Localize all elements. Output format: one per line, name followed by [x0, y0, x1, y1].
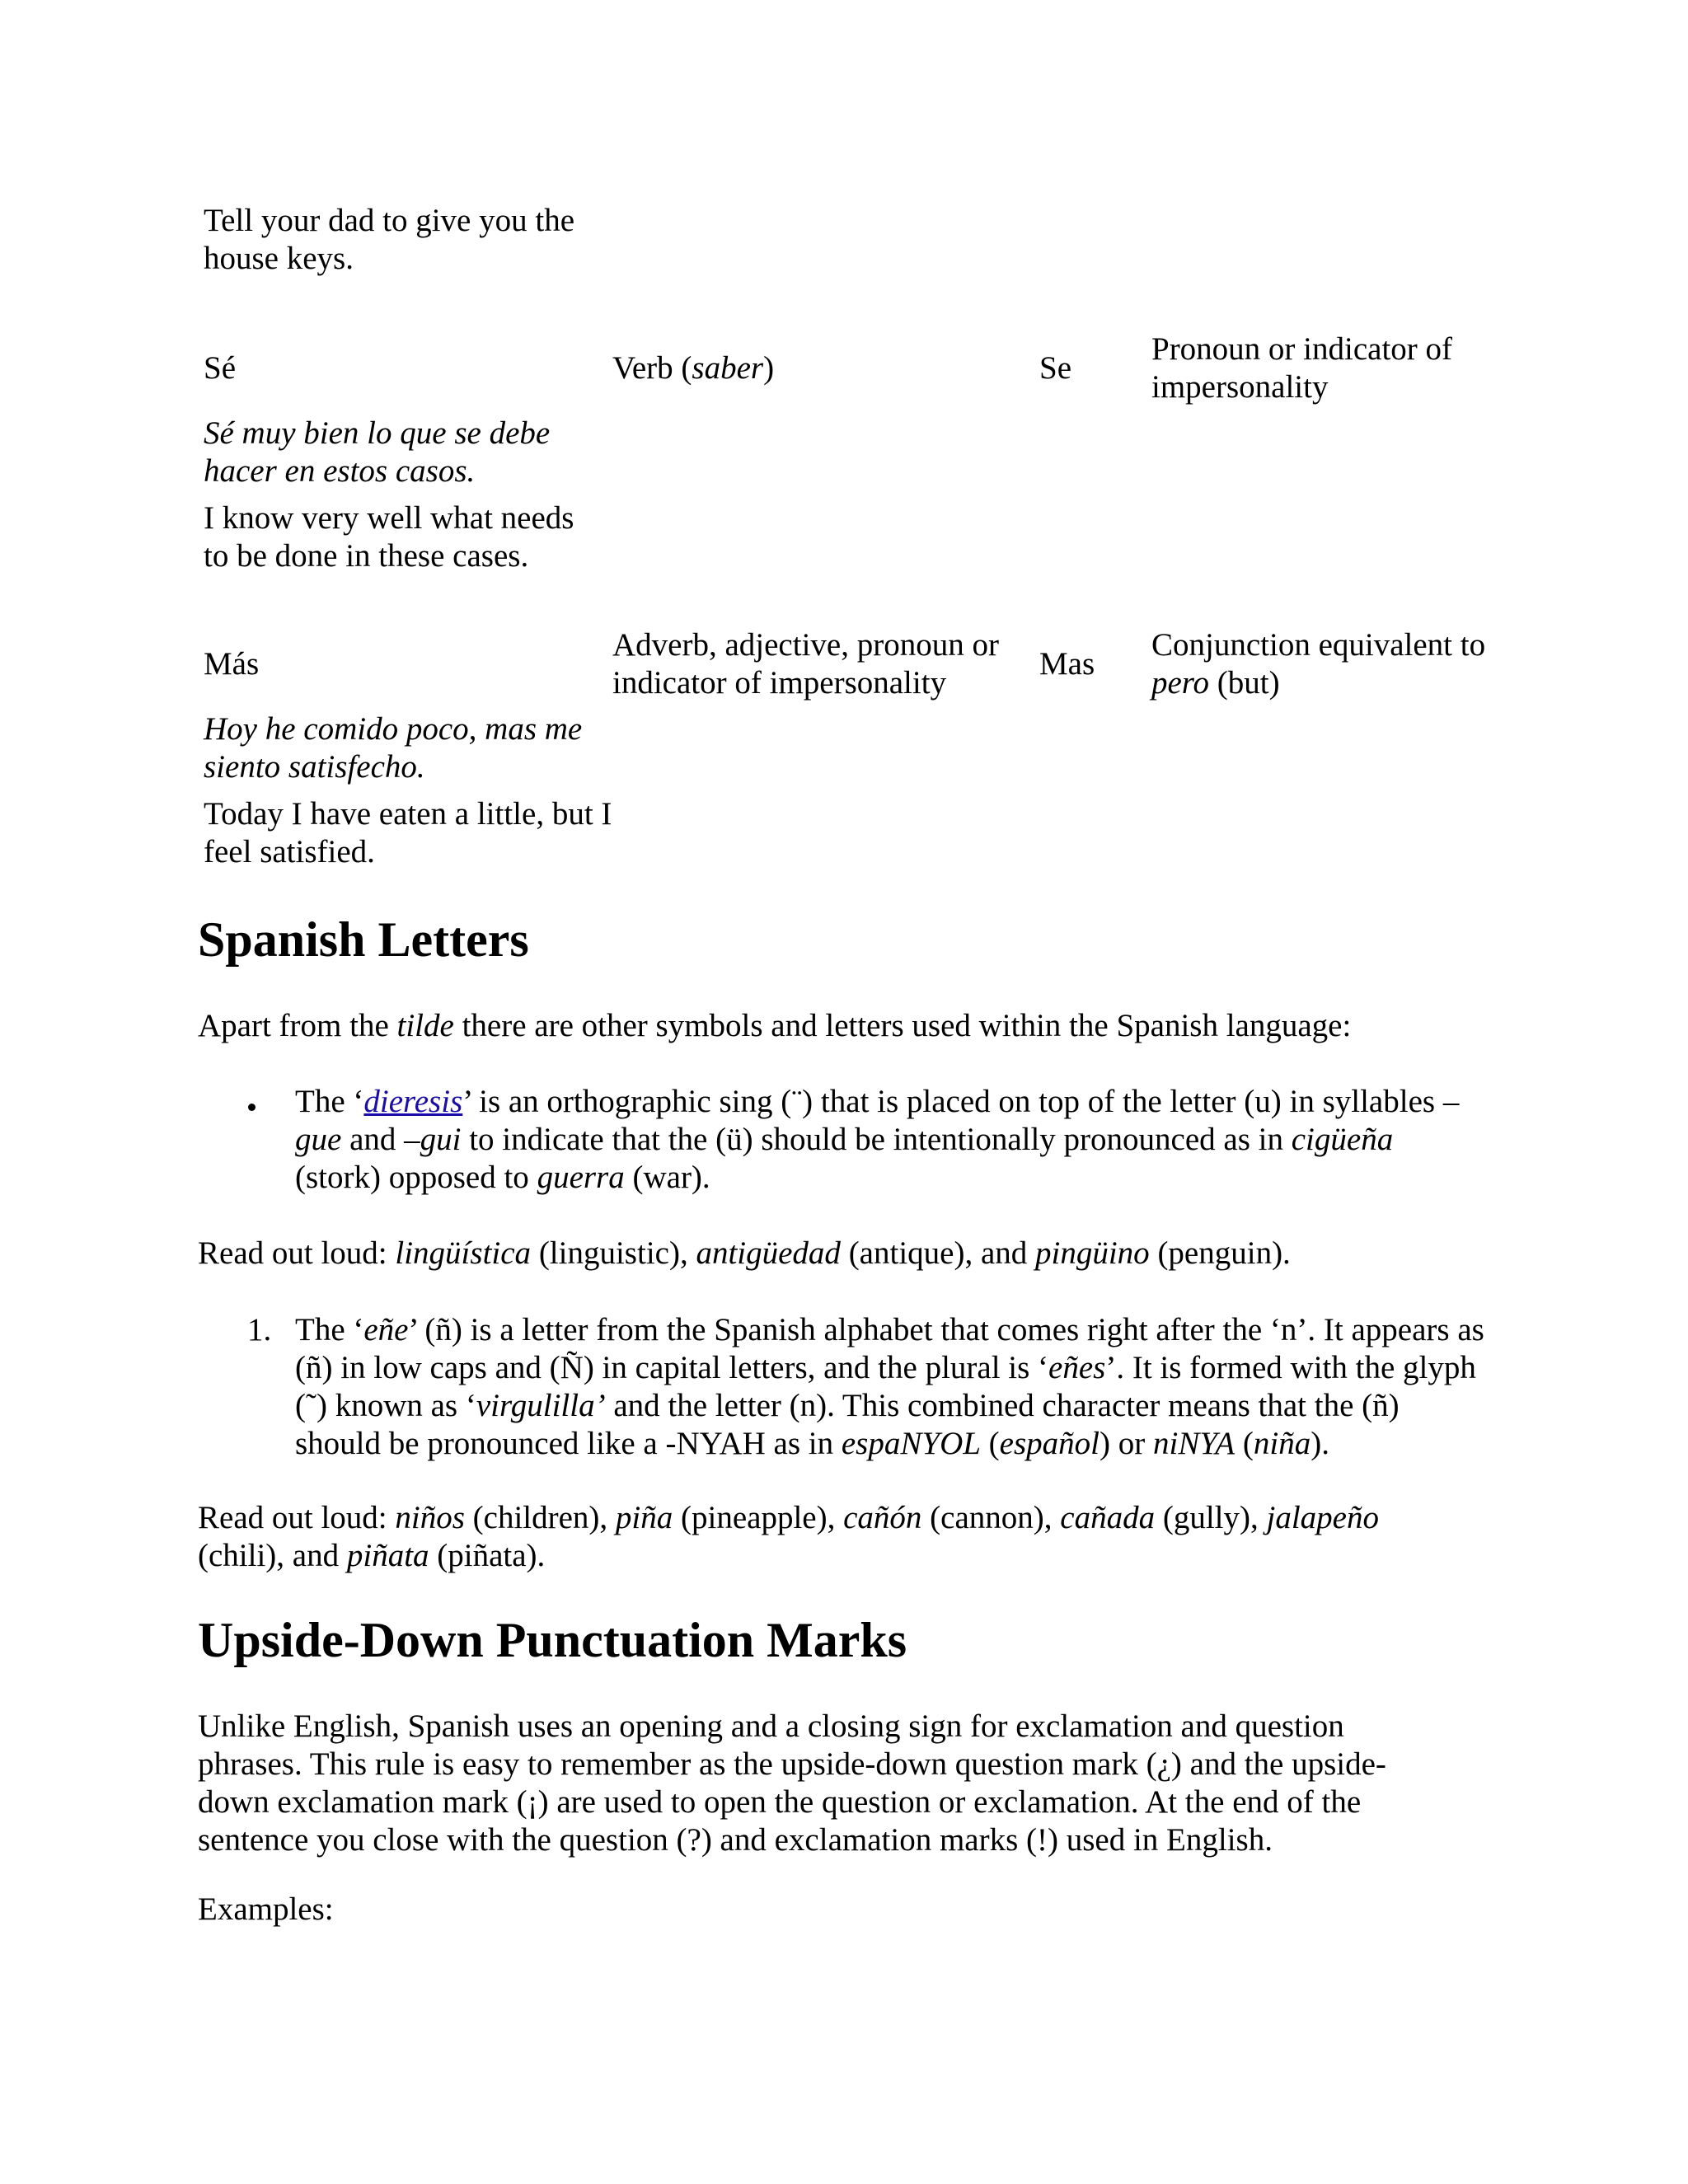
table-row2-example-es: Hoy he comido poco, mas me siento satisfecho. [204, 711, 583, 785]
dieresis-link[interactable]: dieresis [363, 1084, 463, 1119]
table-row1-example-es: Sé muy bien lo que se debe hacer en estos casos. [204, 415, 551, 489]
table-row2-word: Más [204, 646, 260, 682]
examples-label: Examples: [198, 1891, 334, 1927]
intro-paragraph: Apart from the tilde there are other symbols and letters used within the Spanish language: [198, 1008, 1352, 1043]
table-row1-definition2: Pronoun or indicator of impersonality [1151, 331, 1453, 405]
punctuation-paragraph: Unlike English, Spanish uses an opening and a closing sign for exclamation and question phrases. This rule is easy to remember as the upside-down question mark (¿) and the upside-down exclamation mark (¡) are used to open the question or exclamation. At the end of the sentence you close with the question (?) and exclamation marks (!) used in English. [198, 1708, 1386, 1858]
read-out-loud-ene: Read out loud: niños (children), piña (pineapple), cañón (cannon), cañada (gully), jalapeño (chili), and piñata (piñata). [198, 1500, 1379, 1573]
table-row1-example-en: I know very well what needs to be done in these cases. [204, 500, 574, 574]
table-row1-word2: Se [1039, 350, 1071, 386]
read-out-loud-dieresis: Read out loud: lingüística (linguistic), antigüedad (antique), and pingüino (penguin). [198, 1235, 1291, 1271]
heading-spanish-letters: Spanish Letters [198, 912, 529, 967]
table-row2-example-en: Today I have eaten a little, but I feel satisfied. [204, 796, 612, 869]
table-row1-word: Sé [204, 350, 236, 386]
bullet-dot [248, 1104, 256, 1111]
list-number: 1. [247, 1312, 272, 1347]
table-row1-definition: Verb (saber) [612, 350, 775, 386]
heading-upside-down-punctuation: Upside-Down Punctuation Marks [198, 1613, 907, 1667]
table-row2-definition2: Conjunction equivalent to pero (but) [1151, 627, 1486, 701]
table-row2-definition: Adverb, adjective, pronoun or indicator of impersonality [612, 627, 999, 701]
ene-numbered-item: The ‘eñe’ (ñ) is a letter from the Spanish alphabet that comes right after the ‘n’. It appears as (ñ) in low caps and (Ñ) in capital letters, and the plural is ‘eñes’. It is formed with the glyph (˜) known as ‘virgulilla’ and the letter (n). This combined character means that the (ñ) should be pronounced like a -NYAH as in espaNYOL (español) or niNYA (niña). [295, 1312, 1484, 1461]
table-row2-word2: Mas [1039, 646, 1095, 682]
table-row0-example-en: Tell your dad to give you the house keys. [204, 203, 575, 276]
dieresis-bullet-item: The ‘dieresis’ is an orthographic sing (¨) that is placed on top of the letter (u) in syllables –gue and –gui to indicate that the (ü) should be intentionally pronounced as in cigüeña (stork) opposed to guerra (war). [295, 1084, 1460, 1195]
